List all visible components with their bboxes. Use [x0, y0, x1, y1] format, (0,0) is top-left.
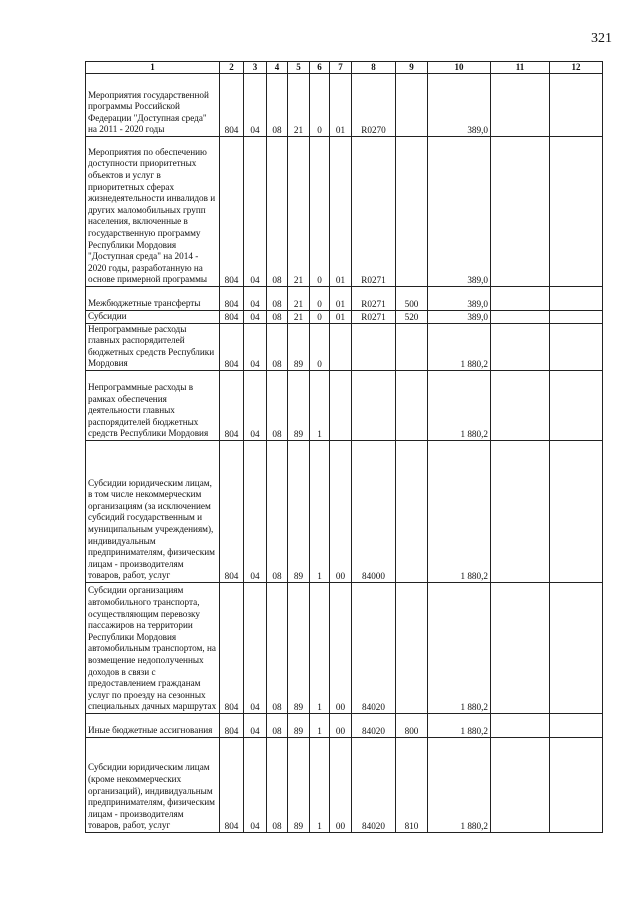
row-name-cell: Субсидии [86, 311, 220, 324]
cell-col-6: 1 [310, 440, 330, 582]
cell-col-5: 89 [288, 737, 310, 832]
cell-col-3: 04 [244, 311, 267, 324]
row-name-cell: Мероприятия по обеспечению доступности приоритетных объектов и услуг в приоритетных сферах жизнедеятельности инвалидов и других маломобильных групп населения, включенные в государственную программу Республики Мордовия "Доступная среда" на 2014 - 2020 годы, разработанную на основе примерной программы [86, 137, 220, 287]
cell-col-5: 21 [288, 137, 310, 287]
table-row [86, 74, 603, 137]
cell-col-7: 01 [330, 287, 352, 311]
cell-col-2: 804 [220, 311, 244, 324]
cell-col-5: 21 [288, 287, 310, 311]
cell-col-3: 04 [244, 137, 267, 287]
cell-col-12 [550, 74, 603, 137]
cell-col-8 [352, 370, 396, 440]
header-cell: 9 [396, 62, 428, 74]
row-name-cell: Иные бюджетные ассигнования [86, 713, 220, 737]
header-cell: 11 [491, 62, 550, 74]
cell-col-5: 21 [288, 311, 310, 324]
cell-col-2: 804 [220, 137, 244, 287]
header-row [86, 62, 603, 74]
cell-col-4: 08 [267, 737, 288, 832]
cell-col-4: 08 [267, 323, 288, 370]
cell-col-9 [396, 74, 428, 137]
cell-col-5: 89 [288, 440, 310, 582]
cell-col-10: 389,0 [428, 287, 491, 311]
cell-col-9: 800 [396, 713, 428, 737]
cell-col-5: 89 [288, 370, 310, 440]
cell-col-11 [491, 74, 550, 137]
row-name-cell: Непрограммные расходы главных распорядителей бюджетных средств Республики Мордовия [86, 323, 220, 370]
cell-col-2: 804 [220, 440, 244, 582]
cell-col-12 [550, 737, 603, 832]
header-cell: 3 [244, 62, 267, 74]
cell-col-2: 804 [220, 74, 244, 137]
cell-col-4: 08 [267, 370, 288, 440]
header-cell: 8 [352, 62, 396, 74]
cell-col-11 [491, 287, 550, 311]
cell-col-8 [352, 323, 396, 370]
cell-col-6: 1 [310, 582, 330, 713]
cell-col-8: 84020 [352, 737, 396, 832]
cell-col-2: 804 [220, 370, 244, 440]
cell-col-8: R0271 [352, 287, 396, 311]
cell-col-8: 84000 [352, 440, 396, 582]
cell-col-11 [491, 370, 550, 440]
cell-col-4: 08 [267, 311, 288, 324]
cell-col-6: 1 [310, 713, 330, 737]
row-name-cell: Субсидии организациям автомобильного транспорта, осуществляющим перевозку пассажиров на территории Республики Мордовия автомобильным транспортом, на возмещение недополученных доходов в связи с предоставлением гражданам услуг по проезду на сезонных специальных дачных маршрутах [86, 582, 220, 713]
table-row [86, 287, 603, 311]
cell-col-6: 0 [310, 311, 330, 324]
cell-col-3: 04 [244, 713, 267, 737]
row-name-cell: Межбюджетные трансферты [86, 287, 220, 311]
cell-col-12 [550, 582, 603, 713]
table-row [86, 713, 603, 737]
header-cell: 2 [220, 62, 244, 74]
header-cell: 4 [267, 62, 288, 74]
row-name-cell: Мероприятия государственной программы Российской Федерации "Доступная среда" на 2011 - 2020 годы [86, 74, 220, 137]
cell-col-5: 89 [288, 582, 310, 713]
cell-col-3: 04 [244, 737, 267, 832]
cell-col-5: 21 [288, 74, 310, 137]
cell-col-12 [550, 713, 603, 737]
table-row [86, 323, 603, 370]
cell-col-10: 1 880,2 [428, 323, 491, 370]
cell-col-11 [491, 323, 550, 370]
page-number: 321 [591, 31, 612, 46]
cell-col-10: 1 880,2 [428, 737, 491, 832]
cell-col-6: 0 [310, 137, 330, 287]
cell-col-11 [491, 713, 550, 737]
cell-col-8: 84020 [352, 713, 396, 737]
cell-col-2: 804 [220, 287, 244, 311]
cell-col-2: 804 [220, 582, 244, 713]
cell-col-9 [396, 137, 428, 287]
cell-col-8: 84020 [352, 582, 396, 713]
cell-col-11 [491, 440, 550, 582]
cell-col-9 [396, 440, 428, 582]
cell-col-3: 04 [244, 582, 267, 713]
budget-table [85, 61, 603, 833]
cell-col-11 [491, 582, 550, 713]
cell-col-6: 0 [310, 287, 330, 311]
cell-col-9 [396, 323, 428, 370]
header-cell: 7 [330, 62, 352, 74]
cell-col-7 [330, 323, 352, 370]
cell-col-6: 0 [310, 323, 330, 370]
table-row [86, 440, 603, 582]
cell-col-2: 804 [220, 323, 244, 370]
cell-col-4: 08 [267, 74, 288, 137]
cell-col-3: 04 [244, 370, 267, 440]
cell-col-7: 01 [330, 137, 352, 287]
cell-col-10: 1 880,2 [428, 713, 491, 737]
cell-col-3: 04 [244, 287, 267, 311]
cell-col-7: 00 [330, 713, 352, 737]
cell-col-11 [491, 737, 550, 832]
table-row [86, 311, 603, 324]
cell-col-8: R0271 [352, 137, 396, 287]
cell-col-7: 01 [330, 74, 352, 137]
cell-col-12 [550, 311, 603, 324]
cell-col-10: 1 880,2 [428, 370, 491, 440]
table-row [86, 582, 603, 713]
cell-col-11 [491, 311, 550, 324]
cell-col-4: 08 [267, 440, 288, 582]
cell-col-7: 00 [330, 582, 352, 713]
table-row [86, 737, 603, 832]
cell-col-6: 1 [310, 370, 330, 440]
cell-col-4: 08 [267, 713, 288, 737]
row-name-cell: Субсидии юридическим лицам (кроме некоммерческих организаций), индивидуальным предпринимателям, физическим лицам - производителям товаров, работ, услуг [86, 737, 220, 832]
cell-col-10: 389,0 [428, 311, 491, 324]
cell-col-10: 1 880,2 [428, 440, 491, 582]
cell-col-9 [396, 582, 428, 713]
cell-col-12 [550, 370, 603, 440]
cell-col-3: 04 [244, 323, 267, 370]
cell-col-10: 389,0 [428, 137, 491, 287]
cell-col-10: 389,0 [428, 74, 491, 137]
cell-col-4: 08 [267, 287, 288, 311]
cell-col-9 [396, 370, 428, 440]
cell-col-9: 810 [396, 737, 428, 832]
cell-col-3: 04 [244, 74, 267, 137]
cell-col-9: 520 [396, 311, 428, 324]
cell-col-12 [550, 323, 603, 370]
table-row [86, 137, 603, 287]
header-cell: 6 [310, 62, 330, 74]
cell-col-7: 00 [330, 737, 352, 832]
cell-col-7: 01 [330, 311, 352, 324]
table-row [86, 370, 603, 440]
header-cell: 12 [550, 62, 603, 74]
cell-col-5: 89 [288, 713, 310, 737]
header-cell: 1 [86, 62, 220, 74]
cell-col-2: 804 [220, 713, 244, 737]
cell-col-12 [550, 137, 603, 287]
cell-col-7 [330, 370, 352, 440]
cell-col-10: 1 880,2 [428, 582, 491, 713]
cell-col-9: 500 [396, 287, 428, 311]
row-name-cell: Субсидии юридическим лицам, в том числе некоммерческим организациям (за исключением субсидий государственным и муниципальным учреждениям), индивидуальным предпринимателям, физическим лицам - производителям товаров, работ, услуг [86, 440, 220, 582]
cell-col-12 [550, 440, 603, 582]
cell-col-5: 89 [288, 323, 310, 370]
cell-col-11 [491, 137, 550, 287]
header-cell: 5 [288, 62, 310, 74]
cell-col-4: 08 [267, 582, 288, 713]
row-name-cell: Непрограммные расходы в рамках обеспечения деятельности главных распорядителей бюджетных средств Республики Мордовия [86, 370, 220, 440]
header-cell: 10 [428, 62, 491, 74]
cell-col-8: R0271 [352, 311, 396, 324]
cell-col-8: R0270 [352, 74, 396, 137]
cell-col-4: 08 [267, 137, 288, 287]
cell-col-12 [550, 287, 603, 311]
cell-col-7: 00 [330, 440, 352, 582]
cell-col-6: 0 [310, 74, 330, 137]
cell-col-6: 1 [310, 737, 330, 832]
cell-col-2: 804 [220, 737, 244, 832]
cell-col-3: 04 [244, 440, 267, 582]
